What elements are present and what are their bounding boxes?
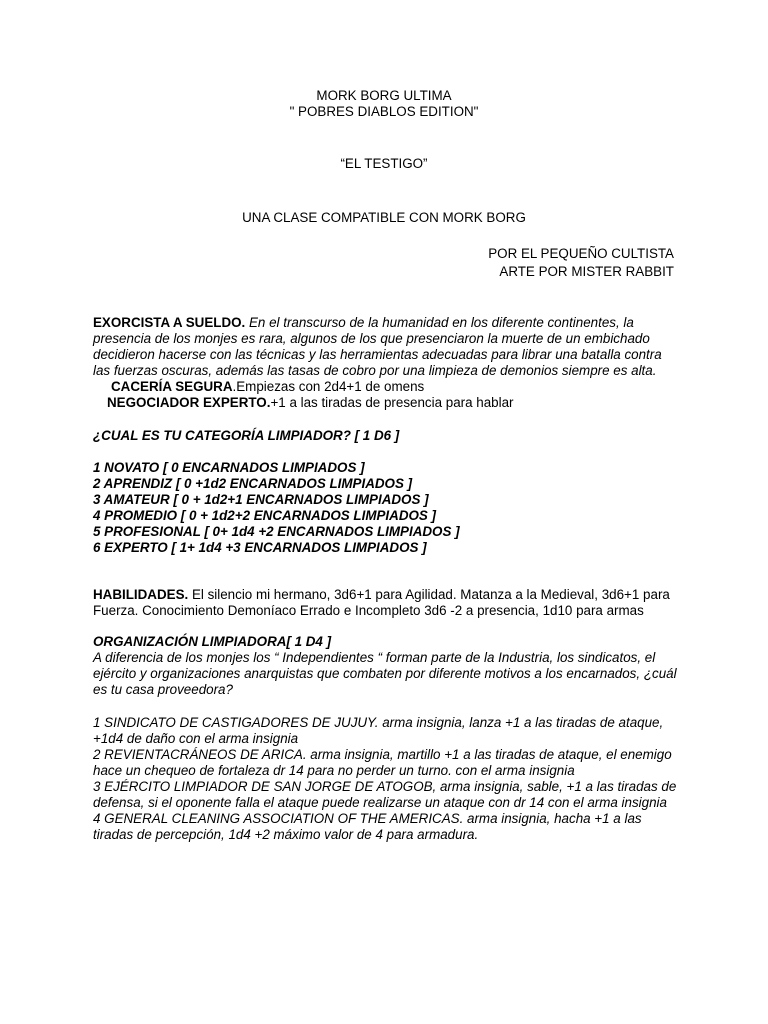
- list-item: 2 APRENDIZ [ 0 +1d2 ENCARNADOS LIMPIADOS ]: [93, 476, 413, 491]
- credits: [488, 246, 674, 280]
- caceria-text: .Empiezas con 2d4+1 de omens: [232, 379, 425, 394]
- caceria-label: CACERÍA SEGURA: [111, 379, 233, 394]
- list-item: 3 AMATEUR [ 0 + 1d2+1 ENCARNADOS LIMPIADOS ]: [93, 492, 429, 507]
- list-item: 4 GENERAL CLEANING ASSOCIATION OF THE AMERICAS. arma insignia, hacha +1 a las tiradas de percepción, 1d4 +2 máximo valor de 4 para armadura.: [93, 811, 642, 842]
- exorcista-paragraph: [93, 315, 678, 379]
- list-item: 2 REVIENTACRÁNEOS DE ARICA. arma insignia, martillo +1 a las tiradas de ataque, el enemigo hace un chequeo de fortaleza dr 14 para no perder un turno. con el arma insignia: [93, 747, 672, 778]
- author-credit: POR EL PEQUEÑO CULTISTA: [488, 246, 674, 261]
- title-line-2: " POBRES DIABLOS EDITION": [289, 104, 479, 119]
- caceria-line: [93, 379, 678, 395]
- habilidades-text: El silencio mi hermano, 3d6+1 para Agilidad. Matanza a la Medieval, 3d6+1 para Fuerza. Conocimiento Demoníaco Errado e Incompleto 3d6 -2 a presencia, 1d10 para armas: [93, 587, 670, 618]
- categoria-heading: [93, 428, 678, 444]
- list-item: 3 EJÉRCITO LIMPIADOR DE SAN JORGE DE ATOGOB, arma insignia, sable, +1 a las tiradas de defensa, si el oponente falla el ataque puede realizarse un ataque con dr 14 con el arma insignia: [93, 779, 677, 810]
- negociador-label: NEGOCIADOR EXPERTO.: [107, 395, 271, 410]
- art-credit: ARTE POR MISTER RABBIT: [499, 264, 674, 279]
- habilidades-paragraph: [93, 587, 678, 619]
- list-item: 6 EXPERTO [ 1+ 1d4 +3 ENCARNADOS LIMPIADOS ]: [93, 540, 427, 555]
- negociador-text: +1 a las tiradas de presencia para hablar: [270, 395, 514, 410]
- categoria-heading-text: ¿CUAL ES TU CATEGORÍA LIMPIADOR? [ 1 D6 ]: [93, 428, 400, 443]
- organizacion-section: [93, 634, 678, 698]
- title-line-1: MORK BORG ULTIMA: [316, 88, 452, 103]
- organizacion-heading: ORGANIZACIÓN LIMPIADORA[ 1 D4 ]: [93, 634, 332, 649]
- subtitle: “EL TESTIGO”: [340, 156, 428, 171]
- list-item: 4 PROMEDIO [ 0 + 1d2+2 ENCARNADOS LIMPIADOS ]: [93, 508, 437, 523]
- categoria-list: [93, 460, 678, 556]
- organizacion-list: [93, 715, 678, 843]
- list-item: 1 NOVATO [ 0 ENCARNADOS LIMPIADOS ]: [93, 460, 365, 475]
- habilidades-section: [93, 587, 678, 619]
- negociador-line: [93, 395, 678, 411]
- exorcista-section: [93, 315, 678, 411]
- habilidades-label: HABILIDADES.: [93, 587, 189, 602]
- organizacion-intro: A diferencia de los monjes los “ Independientes “ forman parte de la Industria, los sindicatos, el ejército y organizaciones anarquistas que combaten por diferente motivos a los encarnados, ¿cuál es tu casa proveedora?: [93, 650, 677, 697]
- list-item: 5 PROFESIONAL [ 0+ 1d4 +2 ENCARNADOS LIMPIADOS ]: [93, 524, 460, 539]
- exorcista-heading: EXORCISTA A SUELDO.: [93, 315, 246, 330]
- title-block: [0, 88, 768, 120]
- exorcista-text: En el transcurso de la humanidad en los diferente continentes, la presencia de los monjes es rara, algunos de los que presenciaron la muerte de un embichado decidieron hacerse con las técnicas y las herramientas adecuadas para librar una batalla contra las fuerzas oscuras, además las tasas de cobro por una limpieza de demonios siempre es alta.: [93, 315, 662, 378]
- tagline: UNA CLASE COMPATIBLE CON MORK BORG: [242, 210, 526, 225]
- list-item: 1 SINDICATO DE CASTIGADORES DE JUJUY. arma insignia, lanza +1 a las tiradas de ataque, +1d4 de daño con el arma insignia: [93, 715, 664, 746]
